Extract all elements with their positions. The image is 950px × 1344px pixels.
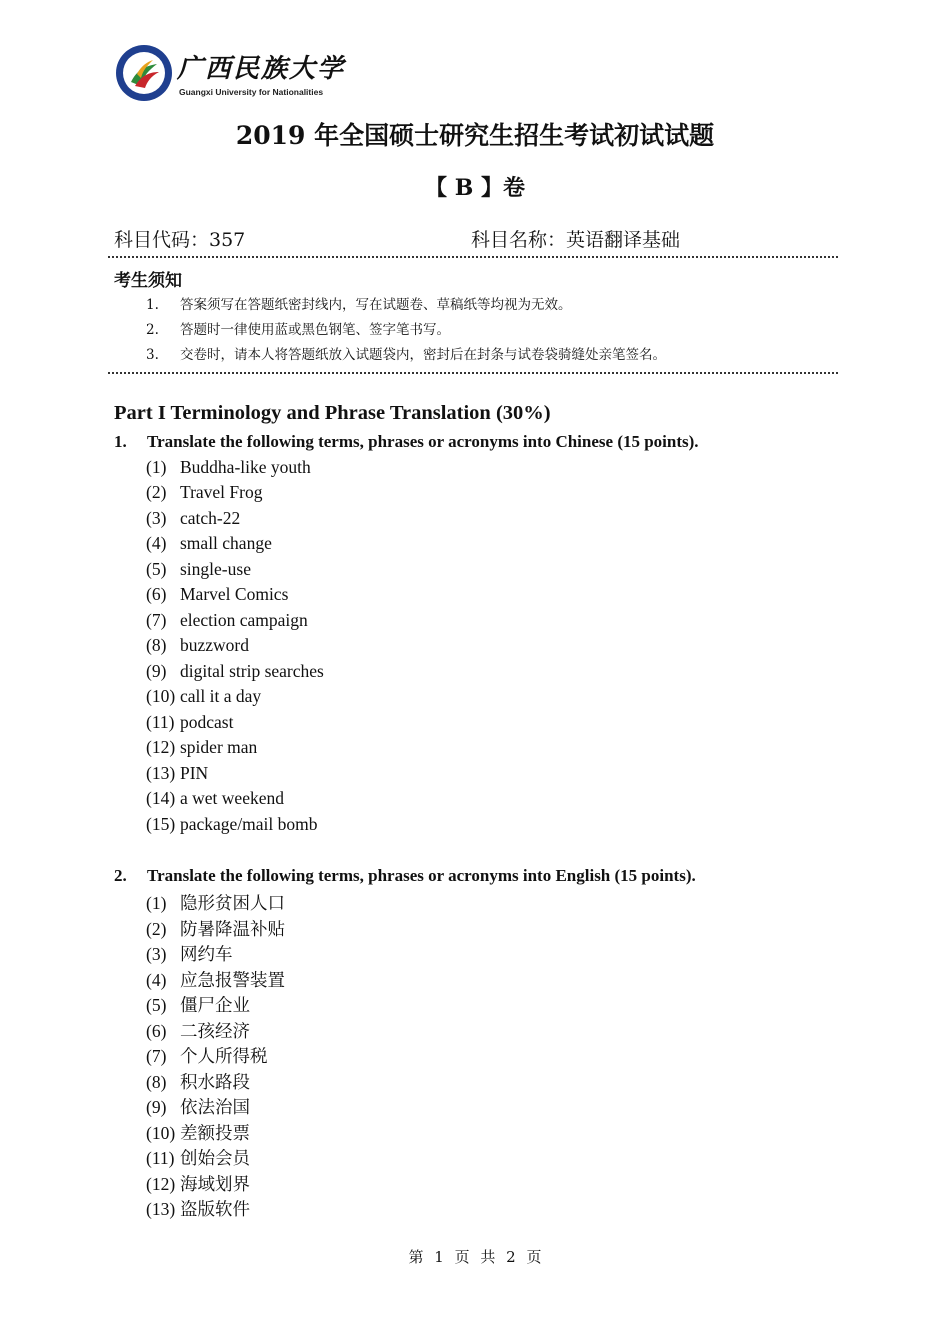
question-text: Translate the following terms, phrases or acronyms into English (15 points). (147, 866, 696, 885)
item-text: call it a day (180, 686, 262, 706)
subject-code: 科目代码：357 (114, 229, 246, 251)
divider-top (108, 256, 838, 258)
list-item (146, 1171, 250, 1196)
item-index: (3) (146, 944, 167, 964)
item-text: spider man (180, 737, 258, 757)
list-item (146, 610, 308, 631)
item-index: (12) (146, 1174, 176, 1194)
list-item (146, 635, 249, 656)
notice-item-text: 交卷时，请本人将答题纸放入试题袋内，密封后在封条与试卷袋骑缝处亲笔签名。 (180, 347, 666, 363)
list-item (146, 814, 318, 835)
item-index: (7) (146, 610, 167, 630)
item-text: 海域划界 (180, 1174, 250, 1194)
exam-title: 2019 年全国硕士研究生招生考试初试试题 (235, 121, 715, 150)
item-text: podcast (180, 712, 234, 732)
item-text: digital strip searches (180, 661, 324, 681)
notice-item (146, 343, 666, 363)
list-item (146, 1043, 268, 1068)
list-item (146, 941, 233, 966)
question-text: Translate the following terms, phrases or acronyms into Chinese (15 points). (147, 432, 699, 451)
item-index: (4) (146, 970, 167, 990)
page-footer: 第 1 页 共 2 页 (408, 1248, 542, 1266)
item-index: (6) (146, 584, 167, 604)
item-index: (12) (146, 737, 176, 757)
list-item (146, 1120, 250, 1145)
item-text: 隐形贫困人口 (180, 893, 285, 913)
item-index: (11) (146, 1148, 175, 1168)
list-item (146, 457, 311, 478)
list-item (146, 1094, 250, 1119)
item-index: (9) (146, 1097, 167, 1117)
item-index: (7) (146, 1046, 167, 1066)
item-index: (2) (146, 482, 167, 502)
item-index: (6) (146, 1021, 167, 1041)
notice-item-number: 2. (146, 322, 159, 338)
item-index: (2) (146, 919, 167, 939)
item-index: (1) (146, 457, 167, 477)
item-index: (3) (146, 508, 167, 528)
list-item (146, 1145, 250, 1170)
list-item (146, 763, 208, 784)
item-text: Travel Frog (180, 482, 263, 502)
logo-chinese-name: 广西民族大学 (177, 54, 346, 84)
item-index: (9) (146, 661, 167, 681)
list-item (146, 916, 285, 941)
item-text: single-use (180, 559, 251, 579)
item-index: (13) (146, 1199, 176, 1219)
item-text: package/mail bomb (180, 814, 318, 834)
list-item (146, 508, 240, 529)
question-2-title (114, 866, 696, 886)
notice-item-text: 答案须写在答题纸密封线内，写在试题卷、草稿纸等均视为无效。 (180, 297, 572, 313)
item-index: (4) (146, 533, 167, 553)
list-item (146, 1018, 250, 1043)
item-text: 防暑降温补贴 (180, 919, 285, 939)
logo-english-name: Guangxi University for Nationalities (179, 87, 324, 97)
list-item (146, 533, 272, 554)
notice-title: 考生须知 (114, 271, 182, 291)
list-item (146, 1196, 250, 1221)
question-1-title (114, 432, 699, 452)
item-text: 个人所得税 (180, 1046, 268, 1066)
item-text: 网约车 (180, 944, 233, 964)
university-logo (115, 44, 355, 104)
item-text: 积水路段 (180, 1072, 250, 1092)
notice-item-text: 答题时一律使用蓝或黑色钢笔、签字笔书写。 (180, 322, 450, 338)
list-item (146, 686, 261, 707)
item-text: buzzword (180, 635, 250, 655)
item-index: (11) (146, 712, 175, 732)
notice-item-number: 1. (146, 297, 159, 313)
notice-item-number: 3. (146, 347, 159, 363)
item-text: 二孩经济 (180, 1021, 250, 1041)
list-item (146, 992, 250, 1017)
question-number: 2. (114, 866, 127, 885)
list-item (146, 559, 251, 580)
list-item (146, 890, 285, 915)
item-text: 差额投票 (180, 1123, 250, 1143)
item-index: (8) (146, 1072, 167, 1092)
item-text: small change (180, 533, 272, 553)
list-item (146, 788, 284, 809)
item-index: (5) (146, 995, 167, 1015)
item-index: (10) (146, 1123, 176, 1143)
item-index: (1) (146, 893, 167, 913)
list-item (146, 661, 324, 682)
paper-version: 【 B 】卷 (425, 175, 525, 201)
item-text: 创始会员 (180, 1148, 250, 1168)
item-text: PIN (180, 763, 209, 783)
item-index: (13) (146, 763, 176, 783)
question-number: 1. (114, 432, 127, 451)
item-text: Marvel Comics (180, 584, 289, 604)
notice-item (146, 293, 572, 313)
item-index: (15) (146, 814, 176, 834)
item-index: (8) (146, 635, 167, 655)
item-text: a wet weekend (180, 788, 284, 808)
item-text: 盗版软件 (180, 1199, 250, 1219)
list-item (146, 737, 257, 758)
item-text: 应急报警装置 (180, 970, 285, 990)
notice-item (146, 318, 450, 338)
item-text: 僵尸企业 (180, 995, 250, 1015)
item-index: (14) (146, 788, 176, 808)
item-text: catch-22 (180, 508, 241, 528)
subject-name: 科目名称：英语翻译基础 (471, 229, 681, 251)
part-title: Part I Terminology and Phrase Translation (30%) (114, 402, 551, 424)
list-item (146, 584, 288, 605)
list-item (146, 967, 285, 992)
list-item (146, 482, 262, 503)
university-emblem-icon (115, 44, 173, 102)
divider-bottom (108, 372, 838, 374)
item-text: 依法治国 (180, 1097, 250, 1117)
item-text: Buddha-like youth (180, 457, 311, 477)
list-item (146, 1069, 250, 1094)
item-text: election campaign (180, 610, 308, 630)
item-index: (5) (146, 559, 167, 579)
list-item (146, 712, 233, 733)
item-index: (10) (146, 686, 176, 706)
